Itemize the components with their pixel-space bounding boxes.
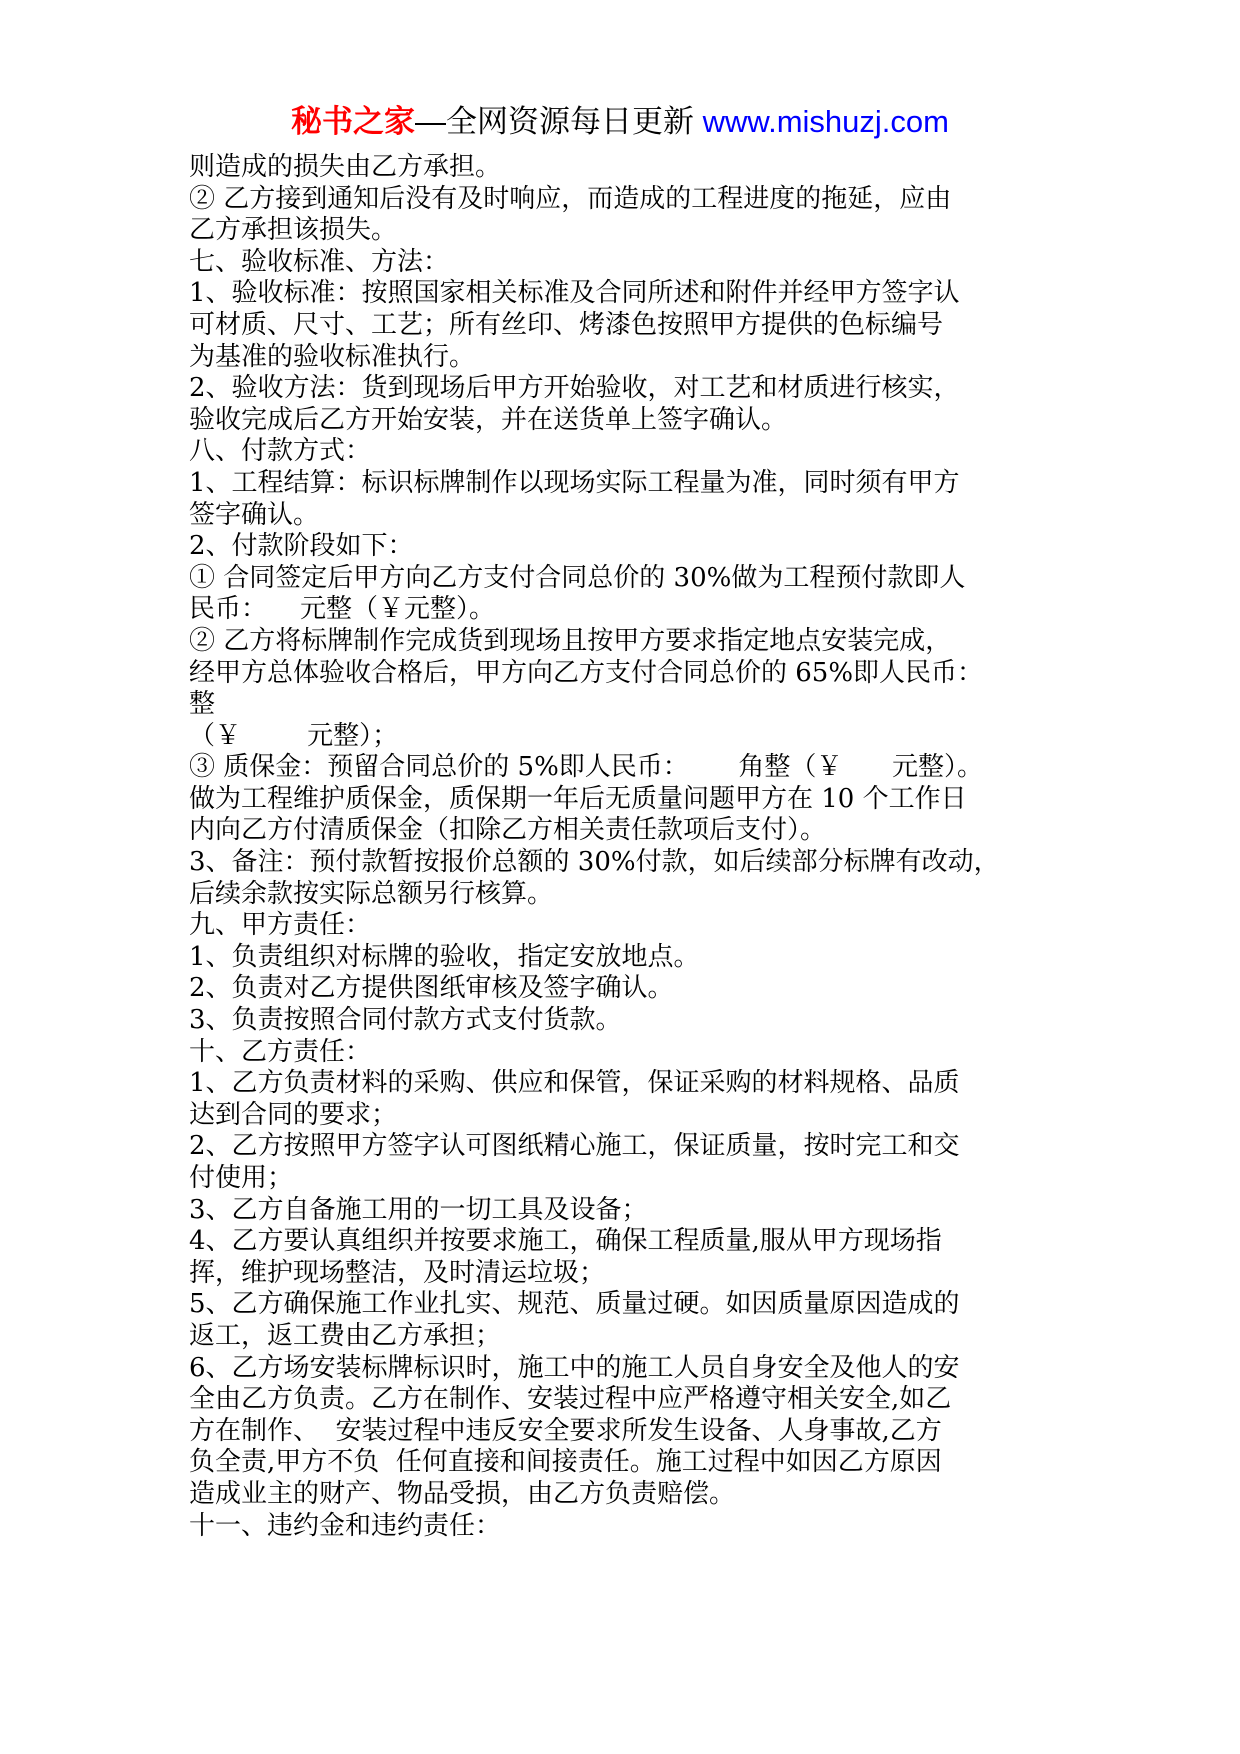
text-line: 则造成的损失由乙方承担。	[189, 152, 502, 182]
text-line: 3、备注：预付款暂按报价总额的 30%付款，如后续部分标牌有改动，	[189, 847, 1000, 878]
text-line: 经甲方总体验收合格后，甲方向乙方支付合同总价的 65%即人民币：	[189, 657, 984, 688]
text-line: 4、乙方要认真组织并按要求施工，确保工程质量,服从甲方现场指	[189, 1226, 942, 1257]
text-line: 1、验收标准：按照国家相关标准及合同所述和附件并经甲方签字认	[189, 278, 960, 309]
text-line: ③ 质保金：预留合同总价的 5%即人民币： 角整（￥ 元整）。	[189, 752, 983, 783]
text-line: 签字确认。	[189, 499, 320, 530]
text-line: 内向乙方付清质保金（扣除乙方相关责任款项后支付）。	[189, 815, 827, 846]
document-body	[189, 152, 1069, 1542]
text-line: 民币： 元整（￥元整）。	[189, 594, 496, 625]
text-line: 造成业主的财产、物品受损，由乙方负责赔偿。	[189, 1478, 736, 1509]
text-line: 1、工程结算：标识标牌制作以现场实际工程量为准，同时须有甲方	[189, 467, 960, 498]
text-line: 3、负责按照合同付款方式支付货款。	[189, 1005, 622, 1036]
section-heading: 九、甲方责任：	[189, 910, 372, 941]
text-line: 可材质、尺寸、工艺；所有丝印、烤漆色按照甲方提供的色标编号	[189, 309, 944, 340]
section-heading: 十一、违约金和违约责任：	[189, 1510, 502, 1541]
text-line: 1、负责组织对标牌的验收，指定安放地点。	[189, 941, 700, 972]
text-line: 全由乙方负责。乙方在制作、安装过程中应严格遵守相关安全,如乙	[189, 1384, 952, 1415]
text-line: （￥ 元整）；	[189, 720, 399, 751]
text-line: 1、乙方负责材料的采购、供应和保管，保证采购的材料规格、品质	[189, 1068, 960, 1099]
text-line: ① 合同签定后甲方向乙方支付合同总价的 30%做为工程预付款即人	[189, 562, 966, 593]
text-line: 返工，返工费由乙方承担；	[189, 1320, 502, 1351]
section-heading: 八、付款方式：	[189, 436, 372, 467]
text-line: 乙方承担该损失。	[189, 215, 398, 246]
text-line: 2、负责对乙方提供图纸审核及签字确认。	[189, 973, 674, 1004]
text-line: 做为工程维护质保金，质保期一年后无质量问题甲方在 10 个工作日	[189, 783, 967, 814]
header-tagline: —全网资源每日更新	[415, 104, 695, 139]
text-line: 3、乙方自备施工用的一切工具及设备；	[189, 1194, 648, 1225]
text-line: 达到合同的要求；	[189, 1099, 398, 1130]
section-heading: 七、验收标准、方法：	[189, 246, 450, 277]
text-line: 2、乙方按照甲方签字认可图纸精心施工，保证质量，按时完工和交	[189, 1131, 960, 1162]
text-line: ② 乙方接到通知后没有及时响应，而造成的工程进度的拖延，应由	[189, 183, 952, 214]
text-line: 6、乙方场安装标牌标识时，施工中的施工人员自身安全及他人的安	[189, 1352, 960, 1383]
text-line: 2、验收方法：货到现场后甲方开始验收，对工艺和材质进行核实，	[189, 373, 960, 404]
text-line: 负全责,甲方不负 任何直接和间接责任。施工过程中如因乙方原因	[189, 1447, 942, 1478]
text-line: ② 乙方将标牌制作完成货到现场且按甲方要求指定地点安装完成，	[189, 625, 952, 656]
text-line: 验收完成后乙方开始安装，并在送货单上签字确认。	[189, 404, 788, 435]
text-line: 方在制作、 安装过程中违反安全要求所发生设备、人身事故,乙方	[189, 1415, 942, 1446]
text-line: 付使用；	[189, 1163, 294, 1193]
text-line: 整	[189, 689, 216, 720]
text-line: 5、乙方确保施工作业扎实、规范、质量过硬。如因质量原因造成的	[189, 1289, 960, 1320]
text-line: 后续余款按实际总额另行核算。	[189, 878, 554, 909]
header-url[interactable]: www.mishuzj.com	[702, 104, 949, 139]
section-heading: 十、乙方责任：	[189, 1036, 372, 1067]
text-line: 挥，维护现场整洁，及时清运垃圾；	[189, 1257, 606, 1288]
page-header	[0, 100, 1240, 144]
text-line: 2、付款阶段如下：	[189, 531, 414, 562]
text-line: 为基准的验收标准执行。	[189, 341, 476, 372]
header-brand: 秘书之家	[291, 104, 416, 139]
